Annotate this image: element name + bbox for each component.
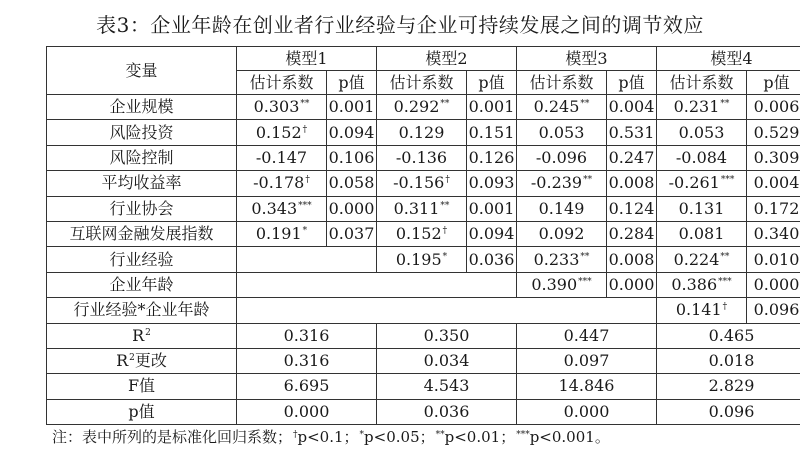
stat-label (47, 374, 237, 399)
stat-suffix: 更改 (134, 351, 167, 371)
p-value-cell: 0.340 (747, 221, 800, 246)
coef-value: 0.231 (673, 97, 720, 117)
coef-value: 0.131 (678, 198, 725, 218)
model-header-row (47, 47, 800, 71)
table-body (47, 47, 800, 425)
coef-cell (657, 196, 747, 221)
p-value-cell: 0.008 (607, 171, 657, 196)
p-value-cell: 0.094 (467, 221, 517, 246)
p-value-cell: 0.124 (607, 196, 657, 221)
coef-value: 0.092 (538, 224, 585, 244)
significance-mark: *** (298, 200, 312, 211)
coef-cell (517, 196, 607, 221)
coef-value: 0.053 (678, 122, 725, 142)
p-value-cell: 0.004 (747, 171, 800, 196)
coef-value: 0.292 (393, 97, 440, 117)
p-header: p值 (607, 71, 657, 95)
empty-cell (237, 298, 657, 323)
variable-name: 企业规模 (47, 95, 237, 120)
significance-mark: † (442, 226, 448, 237)
coef-cell (517, 247, 607, 272)
empty-cell (237, 272, 517, 297)
p-value-cell: 0.058 (327, 171, 377, 196)
stat-value: 0.447 (517, 323, 657, 348)
coef-header: 估计系数 (657, 71, 747, 95)
significance-mark: ** (300, 99, 310, 110)
stat-value: 4.543 (377, 374, 517, 399)
table-row (47, 145, 800, 170)
coef-cell (377, 95, 467, 120)
coef-cell (237, 171, 327, 196)
coef-value: 0.149 (538, 198, 585, 218)
table-title: 表3：企业年龄在创业者行业经验与企业可持续发展之间的调节效应 (96, 13, 704, 37)
p-value-cell: 0.037 (327, 221, 377, 246)
stat-value: 0.096 (657, 399, 800, 424)
table-row (47, 95, 800, 120)
coef-value: 0.053 (538, 122, 585, 142)
note-text: p<0.05； (364, 428, 435, 446)
p-value-cell: 0.106 (327, 145, 377, 170)
p-value-cell: 0.001 (467, 95, 517, 120)
coef-cell (377, 120, 467, 145)
significance-mark: *** (720, 175, 735, 186)
variable-name: 互联网金融发展指数 (47, 221, 237, 246)
coef-value: -0.147 (255, 147, 308, 167)
stat-value: 0.018 (657, 348, 800, 373)
significance-mark: *** (578, 276, 592, 287)
coef-cell (237, 196, 327, 221)
stat-value: 0.316 (237, 323, 377, 348)
p-value-cell: 0.001 (467, 196, 517, 221)
coef-value: 0.152 (255, 122, 302, 142)
stat-label (47, 323, 237, 348)
p-header: p值 (747, 71, 800, 95)
significance-mark: ** (440, 200, 450, 211)
coef-value: 0.311 (393, 198, 440, 218)
p-value-cell: 0.000 (747, 272, 800, 297)
coef-value: 0.141 (675, 300, 722, 320)
coef-cell (377, 247, 467, 272)
coef-value: -0.239 (530, 173, 583, 193)
stat-value: 2.829 (657, 374, 800, 399)
variable-name: 行业经验*企业年龄 (47, 298, 237, 323)
stat-row (47, 348, 800, 373)
stat-name: p值 (128, 401, 155, 421)
coef-value: -0.096 (535, 147, 588, 167)
coef-value: 0.195 (395, 249, 442, 269)
stat-name: R (116, 351, 129, 371)
stat-superscript: 2 (129, 353, 135, 364)
significance-mark: ** (440, 99, 450, 110)
p-value-cell: 0.010 (747, 247, 800, 272)
table-row (47, 247, 800, 272)
model-2-header: 模型2 (377, 47, 517, 71)
coef-cell (377, 145, 467, 170)
p-header: p值 (467, 71, 517, 95)
p-value-cell: 0.000 (607, 272, 657, 297)
coef-cell (517, 171, 607, 196)
table-row (47, 171, 800, 196)
stat-value: 0.036 (377, 399, 517, 424)
coef-cell (657, 171, 747, 196)
variable-name: 行业经验 (47, 247, 237, 272)
coef-cell (657, 221, 747, 246)
coef-cell (517, 120, 607, 145)
stat-label (47, 348, 237, 373)
coef-value: 0.224 (673, 249, 720, 269)
coef-cell (657, 120, 747, 145)
p-value-cell: 0.096 (747, 298, 800, 323)
p-header: p值 (327, 71, 377, 95)
significance-mark: * (302, 226, 308, 237)
p-value-cell: 0.000 (327, 196, 377, 221)
p-value-cell: 0.529 (747, 120, 800, 145)
coef-cell (657, 247, 747, 272)
note-prefix: 注：表中所列的是标准化回归系数； (52, 428, 293, 446)
variable-name: 平均收益率 (47, 171, 237, 196)
regression-table (46, 46, 800, 425)
significance-mark: ** (580, 251, 590, 262)
p-value-cell: 0.001 (327, 95, 377, 120)
stat-value: 0.316 (237, 348, 377, 373)
significance-mark: * (442, 251, 448, 262)
coef-value: -0.084 (675, 147, 728, 167)
p-value-cell: 0.036 (467, 247, 517, 272)
stat-value: 0.000 (237, 399, 377, 424)
note-text: p<0.1； (297, 428, 359, 446)
variable-header: 变量 (47, 47, 237, 95)
coef-cell (657, 272, 747, 297)
coef-cell (237, 145, 327, 170)
note-mark: † (293, 430, 298, 440)
note-items (292, 428, 610, 446)
coef-value: -0.136 (395, 147, 448, 167)
coef-cell (237, 95, 327, 120)
significance-mark: † (302, 124, 308, 135)
coef-cell (657, 145, 747, 170)
model-3-header: 模型3 (517, 47, 657, 71)
coef-value: 0.343 (251, 198, 298, 218)
coef-cell (237, 120, 327, 145)
note-mark: * (359, 430, 365, 440)
stat-name: F值 (127, 376, 156, 396)
stat-value: 0.350 (377, 323, 517, 348)
coef-value: 0.191 (255, 224, 302, 244)
coef-value: 0.390 (531, 274, 578, 294)
coef-cell (517, 221, 607, 246)
table-note (52, 426, 610, 447)
p-value-cell: 0.126 (467, 145, 517, 170)
coef-value: -0.261 (668, 173, 720, 193)
table-row (47, 272, 800, 297)
p-value-cell: 0.172 (747, 196, 800, 221)
p-value-cell: 0.006 (747, 95, 800, 120)
p-value-cell: 0.309 (747, 145, 800, 170)
coef-value: 0.245 (533, 97, 580, 117)
coef-header: 估计系数 (237, 71, 327, 95)
stat-row (47, 399, 800, 424)
table-row (47, 120, 800, 145)
stat-label (47, 399, 237, 424)
coef-value: -0.156 (393, 173, 445, 193)
coef-cell (517, 272, 607, 297)
stat-value: 0.000 (517, 399, 657, 424)
coef-header: 估计系数 (517, 71, 607, 95)
variable-name: 风险控制 (47, 145, 237, 170)
p-value-cell: 0.151 (467, 120, 517, 145)
coef-value: 0.386 (671, 274, 718, 294)
p-value-cell: 0.008 (607, 247, 657, 272)
p-value-cell: 0.093 (467, 171, 517, 196)
coef-header: 估计系数 (377, 71, 467, 95)
note-text: p<0.01； (444, 428, 516, 446)
stat-value: 0.034 (377, 348, 517, 373)
significance-mark: † (722, 302, 728, 313)
table-row (47, 298, 800, 323)
coef-cell (237, 221, 327, 246)
variable-name: 风险投资 (47, 120, 237, 145)
significance-mark: † (445, 175, 450, 186)
p-value-cell: 0.004 (607, 95, 657, 120)
significance-mark: ** (580, 99, 590, 110)
coef-cell (657, 95, 747, 120)
coef-cell (517, 95, 607, 120)
model-1-header: 模型1 (237, 47, 377, 71)
stat-name: R (132, 325, 145, 345)
coef-cell (657, 298, 747, 323)
p-value-cell: 0.247 (607, 145, 657, 170)
stat-superscript: 2 (145, 327, 151, 338)
coef-cell (377, 221, 467, 246)
coef-value: 0.081 (678, 224, 725, 244)
significance-mark: ** (720, 99, 730, 110)
significance-mark: ** (720, 251, 730, 262)
p-value-cell: 0.094 (327, 120, 377, 145)
significance-mark: *** (718, 276, 732, 287)
empty-cell (237, 247, 377, 272)
coef-cell (517, 145, 607, 170)
table-row (47, 221, 800, 246)
variable-name: 企业年龄 (47, 272, 237, 297)
stat-row (47, 323, 800, 348)
stat-value: 6.695 (237, 374, 377, 399)
p-value-cell: 0.284 (607, 221, 657, 246)
note-text: p<0.001。 (529, 428, 610, 446)
stat-row (47, 374, 800, 399)
note-mark: ** (435, 430, 445, 440)
variable-name: 行业协会 (47, 196, 237, 221)
coef-value: 0.152 (395, 224, 442, 244)
note-mark: *** (516, 430, 530, 440)
coef-cell (377, 196, 467, 221)
stat-value: 14.846 (517, 374, 657, 399)
coef-value: 0.303 (253, 97, 300, 117)
p-value-cell: 0.531 (607, 120, 657, 145)
model-4-header: 模型4 (657, 47, 800, 71)
significance-mark: ** (583, 175, 593, 186)
coef-value: 0.233 (533, 249, 580, 269)
stat-value: 0.465 (657, 323, 800, 348)
table-row (47, 196, 800, 221)
stat-value: 0.097 (517, 348, 657, 373)
significance-mark: † (305, 175, 310, 186)
coef-value: 0.129 (398, 122, 445, 142)
coef-cell (377, 171, 467, 196)
coef-value: -0.178 (253, 173, 305, 193)
